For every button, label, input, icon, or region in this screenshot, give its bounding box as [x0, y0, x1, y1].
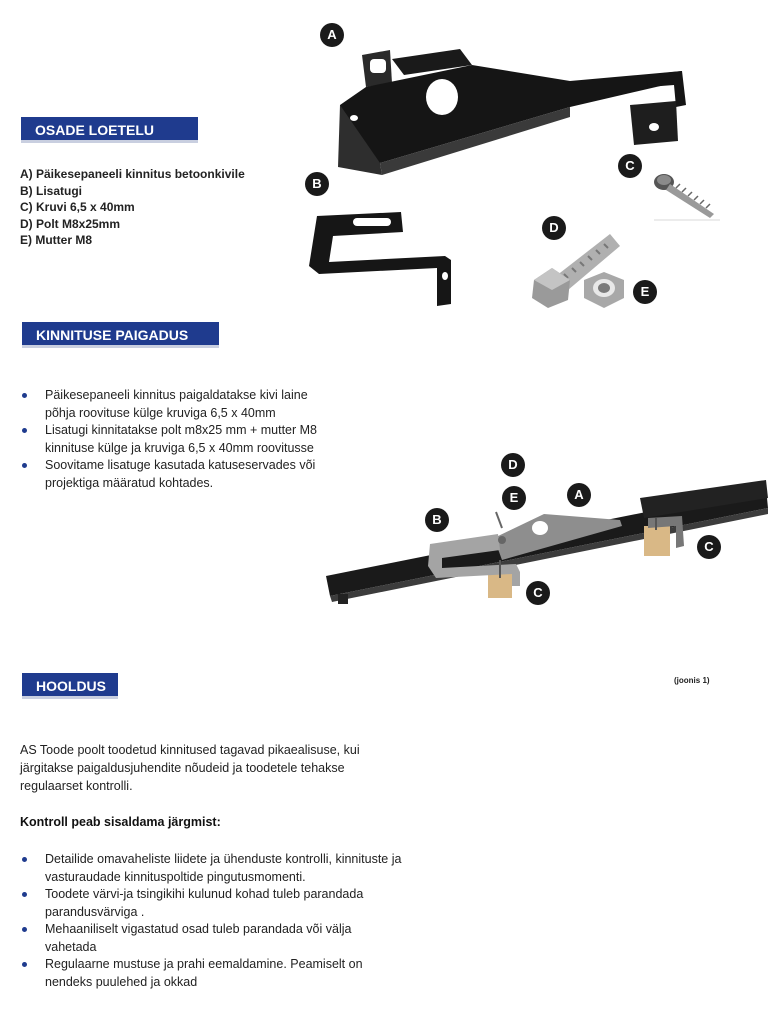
label-e-assembly: E	[502, 486, 526, 510]
parts-list-item: A) Päikesepaneeli kinnitus betoonkivile	[20, 167, 245, 181]
label-d-assembly: D	[501, 453, 525, 477]
maintenance-bullet-list	[21, 851, 406, 991]
parts-list-item: E) Mutter M8	[20, 233, 92, 247]
label-a-top: A	[320, 23, 344, 47]
parts-list-item: C) Kruvi 6,5 x 40mm	[20, 200, 135, 214]
list-item: Mehaaniliselt vigastatud osad tuleb parandada või välja vahetada	[21, 921, 406, 956]
list-item: Päikesepaneeli kinnitus paigaldatakse kivi laine põhja roovituse külge kruviga 6,5 x 40mm	[21, 387, 331, 422]
label-b-assembly: B	[425, 508, 449, 532]
maintenance-intro: AS Toode poolt toodetud kinnitused tagavad pikaealisuse, kui järgitakse paigaldusjuhendite nõudeid ja toodetele tehakse regulaarset kontrolli.	[20, 743, 360, 793]
label-b-top: B	[305, 172, 329, 196]
label-e-top: E	[633, 280, 657, 304]
label-c-top: C	[618, 154, 642, 178]
list-item: Regulaarne mustuse ja prahi eemaldamine. Peamiselt on nendeks puulehed ja okkad	[21, 956, 406, 991]
parts-list-item: B) Lisatugi	[20, 183, 82, 198]
label-a-assembly: A	[567, 483, 591, 507]
figure-caption: (joonis 1)	[674, 676, 710, 685]
list-item: Detailide omavaheliste liidete ja ühenduste kontrolli, kinnituste ja vasturaudade kinnituspoltide pingutusmomenti.	[21, 851, 406, 886]
list-item: Lisatugi kinnitatakse polt m8x25 mm + mutter M8 kinnituse külge ja kruviga 6,5 x 40mm roovitusse	[21, 422, 331, 457]
label-d-top: D	[542, 216, 566, 240]
parts-list	[20, 166, 245, 249]
list-item: Toodete värvi-ja tsingikihi kulunud kohad tuleb parandada parandusvärviga .	[21, 886, 406, 921]
nut-e-illustration	[578, 270, 630, 310]
label-c-assembly-right: C	[697, 535, 721, 559]
parts-list-item: D) Polt M8x25mm	[20, 216, 121, 231]
section-header-install: KINNITUSE PAIGADUS	[22, 322, 219, 348]
label-c-assembly-bottom: C	[526, 581, 550, 605]
screw-c-illustration	[650, 170, 720, 222]
support-b-illustration	[305, 210, 457, 308]
section-header-parts: OSADE LOETELU	[21, 117, 198, 143]
section-header-maintenance: HOOLDUS	[22, 673, 118, 699]
list-item: Soovitame lisatuge kasutada katuseservades või projektiga määratud kohtades.	[21, 457, 331, 492]
control-heading: Kontroll peab sisaldama järgmist:	[20, 815, 221, 829]
install-bullet-list	[21, 387, 331, 492]
